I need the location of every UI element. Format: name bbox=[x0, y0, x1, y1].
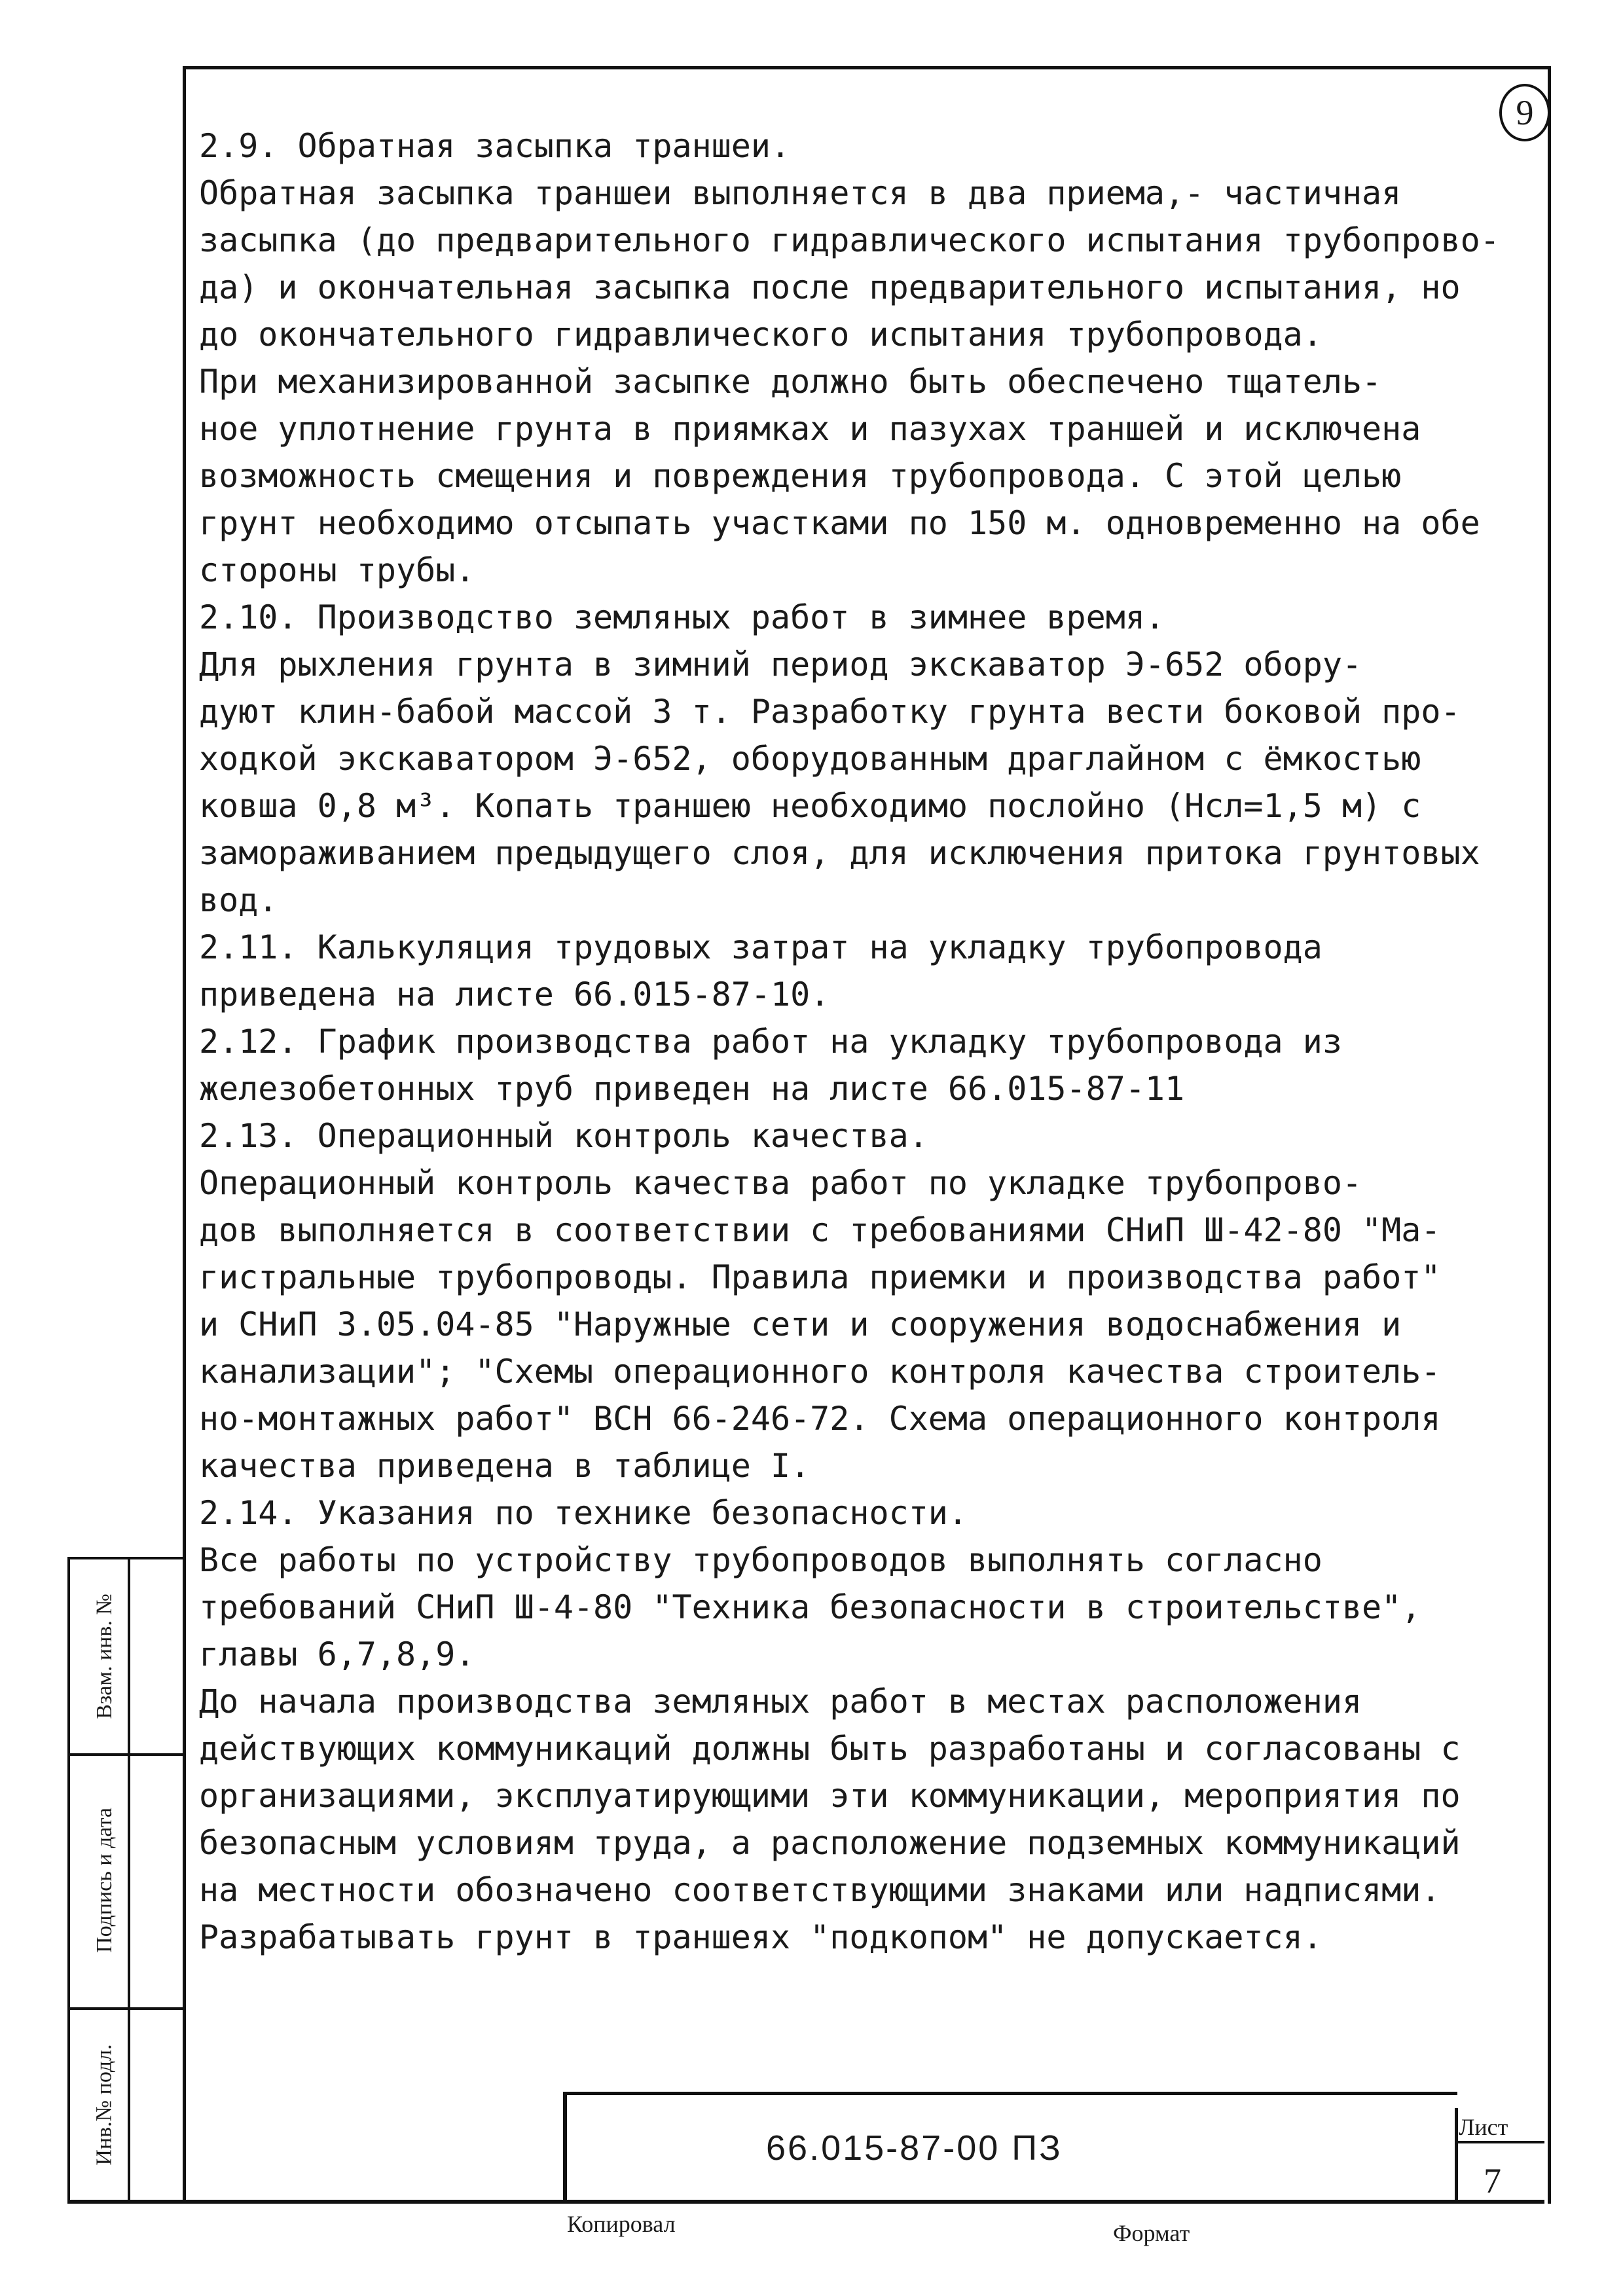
text-line: гистральные трубопроводы. Правила приемки и производства работ" bbox=[199, 1258, 1441, 1296]
text-line: железобетонных труб приведен на листе 66.015-87-11 bbox=[199, 1070, 1185, 1108]
document-code: 66.015-87-00 ПЗ bbox=[766, 2128, 1063, 2168]
text-line: ковша 0,8 м³. Копать траншею необходимо послойно (Нсл=1,5 м) с bbox=[199, 787, 1421, 825]
footer-format: Формат bbox=[1113, 2220, 1190, 2246]
sheet-label: Лист bbox=[1459, 2114, 1508, 2140]
side-stamp-podpis-data: Подпись и дата bbox=[92, 1808, 117, 1953]
text-line: и СНиП 3.05.04-85 "Наружные сети и сооружения водоснабжения и bbox=[199, 1305, 1402, 1343]
text-line: засыпка (до предварительного гидравлического испытания трубопрово- bbox=[199, 221, 1500, 259]
text-line: ходкой экскаватором Э-652, оборудованным драглайном с ёмкостью bbox=[199, 740, 1421, 778]
side-stamp-inv-podl: Инв.№ подл. bbox=[92, 2044, 117, 2166]
page-number-circle: 9 bbox=[1499, 84, 1550, 141]
text-line: 2.12. График производства работ на укладку трубопровода из bbox=[199, 1023, 1342, 1061]
text-line: безопасным условиям труда, а расположение подземных коммуникаций bbox=[199, 1824, 1461, 1862]
text-line: Разрабатывать грунт в траншеях "подкопом" не допускается. bbox=[199, 1918, 1322, 1956]
text-line: качества приведена в таблице I. bbox=[199, 1447, 811, 1485]
text-line: Для рыхления грунта в зимний период экскаватор Э-652 обору- bbox=[199, 646, 1362, 683]
text-line: 2.13. Операционный контроль качества. bbox=[199, 1117, 928, 1155]
text-line: да) и окончательная засыпка после предварительного испытания, но bbox=[199, 268, 1461, 306]
text-line: Операционный контроль качества работ по укладке трубопрово- bbox=[199, 1164, 1362, 1202]
text-line: 2.11. Калькуляция трудовых затрат на укладку трубопровода bbox=[199, 928, 1322, 966]
text-line: При механизированной засыпке должно быть обеспечено тщатель- bbox=[199, 363, 1382, 401]
text-line: 2.10. Производство земляных работ в зимнее время. bbox=[199, 598, 1165, 636]
text-line: до окончательного гидравлического испытания трубопровода. bbox=[199, 316, 1322, 354]
text-line: дов выполняется в соответствии с требованиями СНиП Ш-42-80 "Ма- bbox=[199, 1211, 1441, 1249]
footer-copied: Копировал bbox=[567, 2211, 676, 2237]
text-line: 2.14. Указания по технике безопасности. bbox=[199, 1494, 968, 1532]
text-line: на местности обозначено соответствующими знаками или надписями. bbox=[199, 1871, 1441, 1909]
text-line: действующих коммуникаций должны быть разработаны и согласованы с bbox=[199, 1730, 1461, 1768]
sheet-number: 7 bbox=[1484, 2161, 1501, 2200]
text-line: замораживанием предыдущего слоя, для исключения притока грунтовых bbox=[199, 834, 1480, 872]
text-line: ное уплотнение грунта в приямках и пазухах траншей и исключена bbox=[199, 410, 1421, 448]
text-line: Все работы по устройству трубопроводов выполнять согласно bbox=[199, 1541, 1322, 1579]
text-line: Обратная засыпка траншеи выполняется в два приема,- частичная bbox=[199, 174, 1402, 212]
side-stamp-vzam-inv: Взам. инв. № bbox=[92, 1594, 117, 1719]
side-stamp bbox=[67, 1557, 185, 2202]
text-line: канализации"; "Схемы операционного контроля качества строитель- bbox=[199, 1353, 1441, 1391]
text-line: стороны трубы. bbox=[199, 551, 475, 589]
text-line: возможность смещения и повреждения трубопровода. С этой целью bbox=[199, 457, 1402, 495]
text-line: дуют клин-бабой массой 3 т. Разработку грунта вести боковой про- bbox=[199, 693, 1461, 731]
text-line: 2.9. Обратная засыпка траншеи. bbox=[199, 127, 791, 165]
text-line: но-монтажных работ" ВСН 66-246-72. Схема операционного контроля bbox=[199, 1400, 1441, 1438]
text-line: организациями, эксплуатирующими эти коммуникации, мероприятия по bbox=[199, 1777, 1461, 1815]
text-line: приведена на листе 66.015-87-10. bbox=[199, 975, 830, 1013]
text-line: требований СНиП Ш-4-80 "Техника безопасности в строительстве", bbox=[199, 1588, 1421, 1626]
text-line: главы 6,7,8,9. bbox=[199, 1635, 475, 1673]
text-line: До начала производства земляных работ в местах расположения bbox=[199, 1683, 1362, 1721]
text-line: вод. bbox=[199, 881, 278, 919]
text-line: грунт необходимо отсыпать участками по 150 м. одновременно на обе bbox=[199, 504, 1480, 542]
sheet-divider bbox=[1455, 2141, 1544, 2143]
